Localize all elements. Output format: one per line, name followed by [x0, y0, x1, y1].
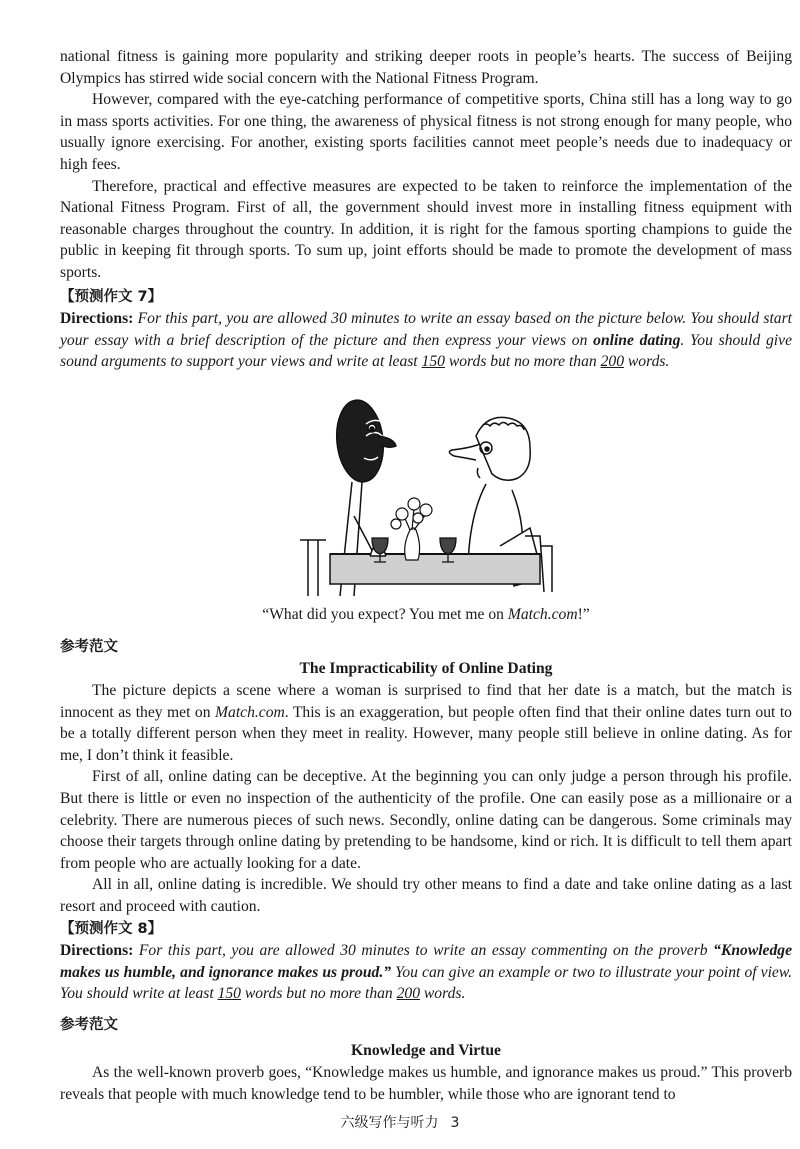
caption-text: !” [577, 606, 590, 623]
directions-text: words. [623, 353, 670, 371]
paragraph-text: The picture depicts a scene where a woman is surprised to find that her date is a match, but the match is innocent as they met on [60, 682, 792, 721]
essay7-paragraph-1 [60, 680, 792, 766]
min-words: 150 [421, 353, 445, 371]
caption-text: “What did you expect? You met me on [262, 606, 508, 623]
topic-online-dating: online dating [593, 331, 681, 349]
essay8-heading: 【预测作文 8】 [60, 921, 163, 937]
page-footer [0, 1112, 800, 1132]
essay7-prompt [60, 286, 792, 373]
essay7-paragraph-2: First of all, online dating can be deceptive. At the beginning you can only judge a person through his profile. But there is little or even no inspection of the authenticity of the profile. One can easily pose as a millionaire or a celebrity. There are numerous pieces of such news. Secondly, online dating can be dangerous. Some criminals may choose their targets through online dating by pretending to be handsome, kind or rich. It is difficult to tell them apart from people who are actually looking for a date. [60, 768, 792, 872]
book-title: 六级写作与听力 [340, 1115, 439, 1131]
essay7-title: The Impracticability of Online Dating [299, 660, 553, 677]
essay7-reference [60, 636, 792, 918]
directions-text: You can give an example or two to illustrate your point of view. You should write at least [60, 963, 792, 1003]
proverb: “Knowledge makes us humble, and ignorance makes us proud.” [60, 942, 792, 981]
directions-text: words. [420, 985, 466, 1003]
essay8-title: Knowledge and Virtue [351, 1042, 501, 1059]
intro-paragraph-2: However, compared with the eye-catching performance of competitive sports, China still has a long way to go in mass sports activities. For one thing, the awareness of physical fitness is not strong enough for many people, who usually ignore exercising. For another, existing sports facilities cannot meet people’s needs due to inadequacy or high fees. [60, 91, 792, 173]
directions-text: words but no more than [240, 985, 397, 1003]
directions-text: words but no more than [444, 353, 601, 371]
essay7-heading: 【预测作文 7】 [60, 289, 163, 305]
max-words: 200 [396, 985, 420, 1003]
essay8-directions [60, 940, 792, 1005]
page-number: 3 [450, 1115, 460, 1131]
left-chair [300, 540, 326, 596]
directions-text: For this part, you are allowed 30 minutes to write an essay commenting on the proverb [133, 942, 714, 959]
reference-heading: 参考范文 [60, 1017, 118, 1033]
caption-site: Match.com [507, 606, 578, 623]
reference-heading: 参考范文 [60, 639, 118, 655]
cartoon-caption [60, 604, 792, 626]
essay8-reference [60, 1014, 792, 1105]
essay7-directions [60, 308, 792, 373]
site-name: Match.com [215, 703, 285, 721]
min-words: 150 [217, 985, 241, 1003]
intro-paragraph-3: Therefore, practical and effective measures are expected to be taken to reinforce the implementation of the National Fitness Program. First of all, the government should invest more in installing fitness equipment with reasonable charges throughout the country. In addition, it is right for the famous sporting champions to guide the public in keeping fit through sports. To sum up, joint efforts should be made to promote the development of mass sports. [60, 177, 792, 281]
cartoon-illustration [300, 396, 555, 598]
directions-text: . You should give sound arguments to support your views and write at least [60, 331, 792, 371]
directions-text: For this part, you are allowed 30 minutes to write an essay based on the picture below. You should start your essay with a brief description of the picture and then express your views on [60, 310, 792, 349]
essay7-paragraph-3: All in all, online dating is incredible. We should try other means to find a date and take online dating as a last resort and proceed with caution. [60, 876, 792, 915]
flower-vase [391, 498, 432, 560]
essay8-prompt [60, 918, 792, 1005]
intro-section [60, 46, 792, 284]
directions-label: Directions: [60, 310, 134, 327]
directions-label: Directions: [60, 942, 134, 959]
intro-paragraph-1: national fitness is gaining more popularity and striking deeper roots in people’s hearts. The success of Beijing Olympics has stirred wide social concern with the National Fitness Program. [60, 48, 792, 87]
paragraph-text: . This is an exaggeration, but people often find that their online dates turn out to be a totally different person when they meet in reality. However, many people still believe in online dating. As for me, I don’t think it feasible. [60, 703, 792, 764]
max-words: 200 [600, 353, 624, 371]
essay8-paragraph-1: As the well-known proverb goes, “Knowledge makes us humble, and ignorance makes us proud.” This proverb reveals that people with much knowledge tend to be humbler, while those who are ignorant tend to [60, 1064, 792, 1103]
